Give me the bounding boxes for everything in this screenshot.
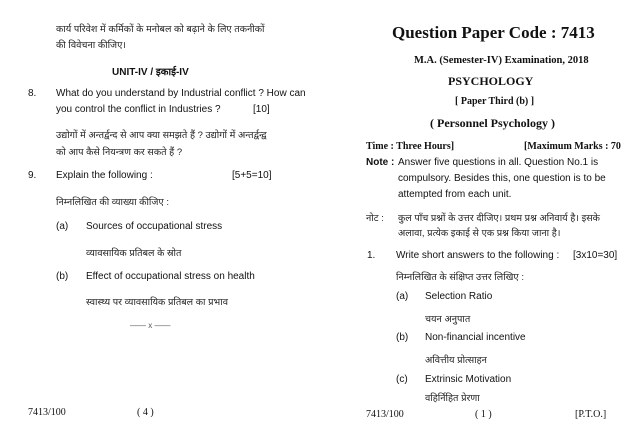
part-text: Extrinsic Motivation bbox=[425, 374, 512, 385]
note-text: Answer five questions in all. Question No.1 is bbox=[398, 157, 599, 168]
part-hindi: चयन अनुपात bbox=[425, 314, 471, 325]
note-text: attempted from each unit. bbox=[398, 189, 512, 200]
q1-number: 1. bbox=[367, 250, 376, 261]
part-label: (c) bbox=[396, 374, 408, 385]
part-hindi: अवित्तीय प्रोत्साहन bbox=[425, 355, 487, 366]
end-marker: —— x —— bbox=[130, 321, 171, 330]
paper-number: [ Paper Third (b) ] bbox=[455, 96, 535, 107]
intro-hindi-line: की विवेचना कीजिए। bbox=[56, 40, 126, 51]
unit-heading: UNIT-IV / इकाई-IV bbox=[112, 67, 189, 78]
q8-text: you control the conflict in Industries ? bbox=[56, 104, 221, 115]
footer-code: 7413/100 bbox=[28, 407, 66, 418]
time-allowed: Time : Three Hours] bbox=[366, 141, 455, 152]
part-label: (b) bbox=[56, 271, 69, 282]
note-label: Note : bbox=[366, 157, 395, 168]
q8-hindi: को आप कैसे नियन्त्रण कर सकते हैं ? bbox=[56, 147, 183, 158]
part-label: (a) bbox=[56, 221, 69, 232]
note-hindi: कुल पाँच प्रश्नों के उत्तर दीजिए। प्रथम प्रश्न अनिवार्य है। इसके bbox=[398, 213, 600, 224]
part-text: Non-financial incentive bbox=[425, 332, 526, 343]
q9-hindi: निम्नलिखित की व्याख्या कीजिए : bbox=[56, 197, 169, 208]
q9-number: 9. bbox=[28, 170, 37, 181]
part-text: Sources of occupational stress bbox=[86, 221, 223, 232]
maximum-marks: [Maximum Marks : 70 bbox=[524, 141, 621, 152]
q1-text: Write short answers to the following : bbox=[396, 250, 560, 261]
part-label: (a) bbox=[396, 291, 409, 302]
part-hindi: व्यावसायिक प्रतिबल के स्रोत bbox=[86, 248, 182, 259]
course-name: ( Personnel Psychology ) bbox=[430, 116, 555, 130]
part-hindi: स्वास्थ्य पर व्यावसायिक प्रतिबल का प्रभाव bbox=[86, 297, 228, 308]
part-hindi: वहिर्निहित प्रेरणा bbox=[425, 393, 480, 404]
note-hindi-label: नोट : bbox=[366, 213, 384, 224]
subject: PSYCHOLOGY bbox=[448, 74, 534, 88]
page-number: ( 1 ) bbox=[475, 409, 492, 420]
part-text: Effect of occupational stress on health bbox=[86, 271, 255, 282]
q9-text: Explain the following : bbox=[56, 170, 153, 181]
part-label: (b) bbox=[396, 332, 409, 343]
q8-number: 8. bbox=[28, 88, 37, 99]
note-text: compulsory. Besides this, one question is to be bbox=[398, 173, 606, 184]
intro-hindi-line: कार्य परिवेश में कर्मिकों के मनोबल को बढ़ाने के लिए तकनीकों bbox=[56, 24, 265, 35]
q8-marks: [10] bbox=[253, 104, 270, 115]
footer-code: 7413/100 bbox=[366, 409, 404, 420]
q9-marks: [5+5=10] bbox=[232, 170, 272, 181]
note-hindi: अलावा, प्रत्येक इकाई से एक प्रश्न किया जाना है। bbox=[398, 228, 561, 239]
part-text: Selection Ratio bbox=[425, 291, 493, 302]
q8-text: What do you understand by Industrial conflict ? How can bbox=[56, 88, 306, 99]
pto-label: [P.T.O.] bbox=[575, 409, 607, 420]
q8-hindi: उद्योगों में अन्तर्द्वन्द से आप क्या समझते हैं ? उद्योगों में अन्तर्द्वन्द्व bbox=[56, 130, 267, 141]
exam-title: M.A. (Semester-IV) Examination, 2018 bbox=[414, 55, 589, 66]
paper-code-title: Question Paper Code : 7413 bbox=[392, 23, 595, 42]
page-number: ( 4 ) bbox=[137, 407, 154, 418]
q1-hindi: निम्नलिखित के संक्षिप्त उत्तर लिखिए : bbox=[396, 272, 524, 283]
q1-marks: [3x10=30] bbox=[573, 250, 618, 261]
